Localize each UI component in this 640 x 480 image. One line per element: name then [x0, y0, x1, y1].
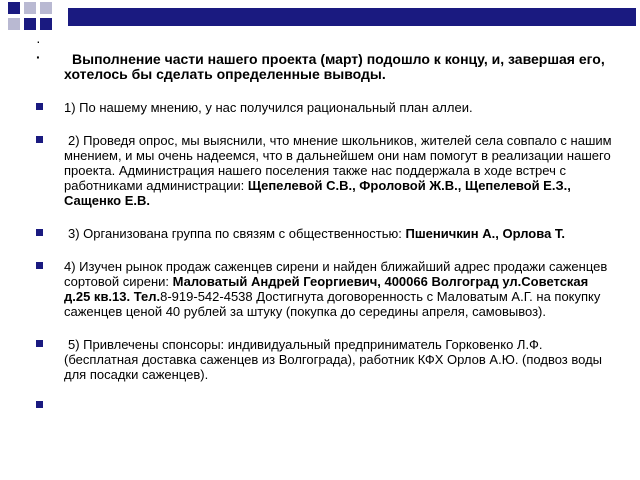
seller-contact: Маловатый Андрей Георгиевич, 400066 Волгоград ул.Советская д.25 кв.13. Тел.	[64, 274, 589, 304]
square-bullet	[36, 229, 43, 236]
decor-square	[8, 18, 20, 30]
empty-item	[36, 398, 616, 413]
conclusion-names: Щепелевой С.В., Фроловой Ж.В., Щепелевой Е.З., Сащенко Е.В.	[64, 178, 571, 208]
conclusion-item-4	[36, 259, 616, 319]
slide-title-item	[36, 49, 616, 82]
conclusion-item-1	[36, 100, 616, 115]
square-bullet	[36, 340, 43, 347]
square-bullet	[36, 401, 43, 408]
conclusion-item-2	[36, 133, 616, 208]
decor-square	[24, 2, 36, 14]
square-bullet	[36, 103, 43, 110]
decor-square	[40, 2, 52, 14]
empty-bullet	[36, 33, 616, 50]
decor-square	[8, 2, 20, 14]
bullet-dot: ·	[36, 49, 41, 65]
conclusion-names: Пшеничкин А., Орлова Т.	[405, 226, 565, 241]
conclusion-text: 2) Проведя опрос, мы выяснили, что мнение школьников, жителей села совпало с нашим мнением, и мы очень надеемся, что в дальнейшем они нам помогут в реализации нашего проекта. Администрация нашего поселения также нас поддержала в ходе встреч с работниками администрации:	[64, 133, 612, 193]
slide-decoration	[0, 0, 640, 34]
conclusion-text: 1) По нашему мнению, у нас получился рациональный план аллеи.	[64, 100, 473, 115]
conclusion-text: 8-919-542-4538 Достигнута договоренность с Маловатым А.Г. на покупку саженцев ценой 40 рублей за штуку (покупка до середины апреля, самовывоз).	[64, 289, 601, 319]
bullet-dot: ·	[36, 33, 41, 49]
conclusion-item-3	[36, 226, 616, 241]
slide-title: Выполнение части нашего проекта (март) подошло к концу, и, завершая его, хотелось бы сделать определенные выводы.	[64, 51, 605, 82]
conclusion-item-5	[36, 337, 616, 382]
conclusion-text: 4) Изучен рынок продаж саженцев сирени и найден ближайший адрес продажи саженцев сортовой сирени:	[64, 259, 608, 289]
conclusion-text: 5) Привлечены спонсоры: индивидуальный предприниматель Горковенко Л.Ф. (бесплатная доставка саженцев из Волгограда), работник КФХ Орлов А.Ю. (подвоз воды для посадки саженцев).	[64, 337, 602, 382]
decor-bar	[68, 8, 636, 26]
conclusion-text: 3) Организована группа по связям с общественностью:	[68, 226, 402, 241]
square-bullet	[36, 262, 43, 269]
decor-square	[40, 18, 52, 30]
slide-content	[36, 33, 616, 413]
square-bullet	[36, 136, 43, 143]
decor-square	[24, 18, 36, 30]
